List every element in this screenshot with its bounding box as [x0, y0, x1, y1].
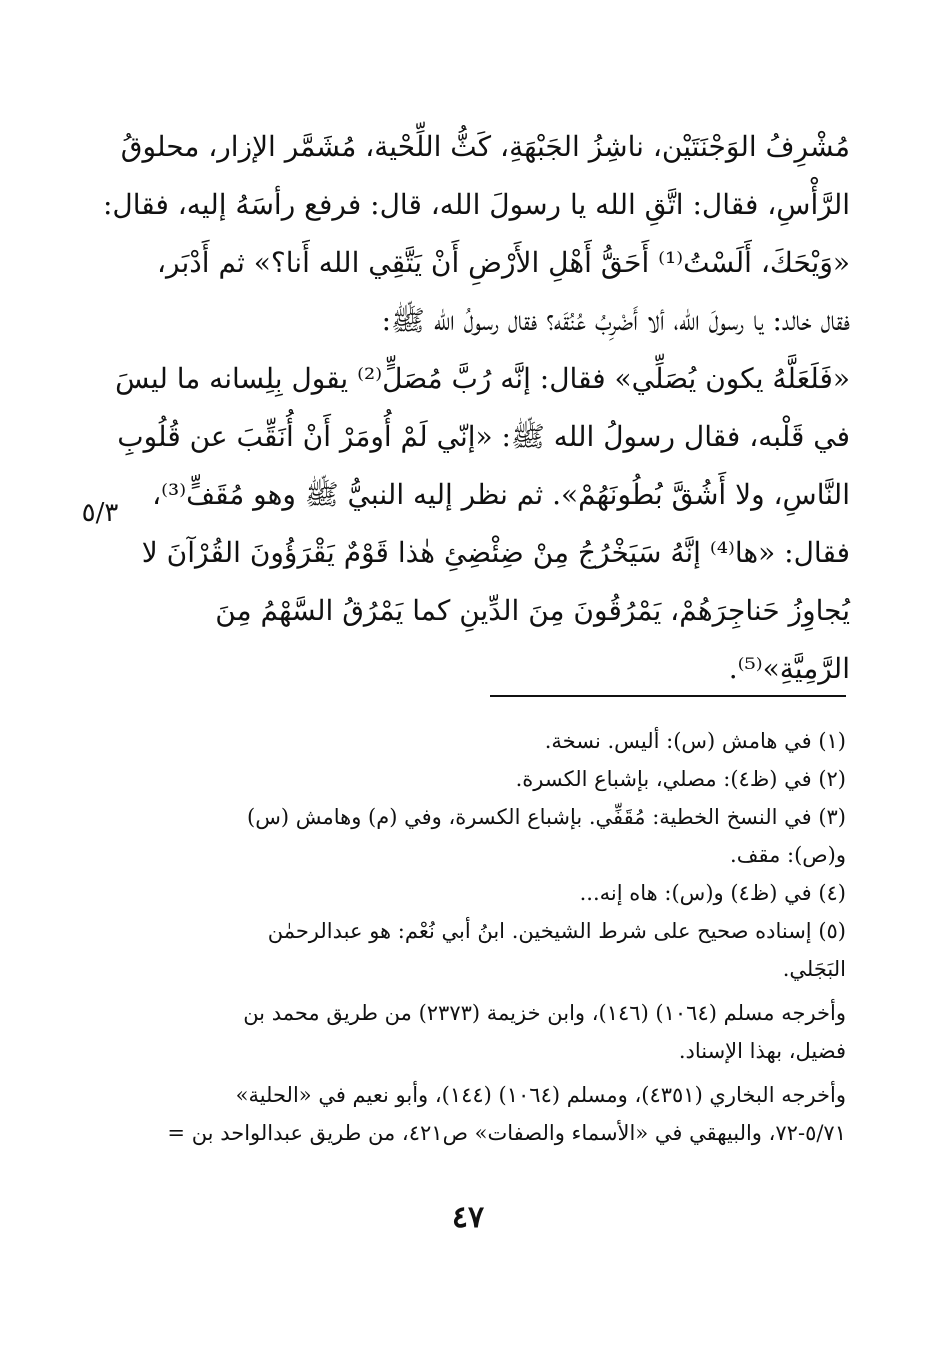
footnotes-section: [140, 722, 846, 1152]
main-text-body: [102, 118, 850, 698]
margin-volume-reference: ٥/٣: [81, 498, 119, 528]
page-number: ٤٧: [451, 1200, 485, 1235]
footnote-line: (٢) في (ظ٤): مصلي، بإشباع الكسرة.: [515, 767, 846, 791]
main-text-line: «فَلَعَلَّهُ يكون يُصَلِّي» فقال: إنَّه رُبَّ مُصَلٍّ⁽²⁾ يقول بِلِسانه ما ليسَ: [115, 362, 850, 395]
footnote-line: و(ص): مقف.: [730, 843, 846, 867]
main-text-line: «وَيْحَكَ، أَلَسْتُ⁽¹⁾ أَحَقُّ أَهْلِ الأَرْضِ أَنْ يَتَّقِي الله أَنا؟» ثم أَدْبَر،: [157, 246, 850, 279]
footnote-separator-rule: [490, 695, 846, 697]
main-text-line: الرَّأْسِ، فقال: اتَّقِ الله يا رسولَ الله، قال: فرفع رأسَهُ إليه، فقال:: [102, 188, 850, 221]
main-text-line: النَّاسِ، ولا أَشُقَّ بُطُونَهُمْ». ثم نظر إليه النبيُّ ﷺ وهو مُقَفٍّ⁽³⁾،: [152, 478, 850, 511]
footnote-line: وأخرجه البخاري (٤٣٥١)، ومسلم (١٠٦٤) (١٤٤)، وأبو نعيم في «الحلية»: [235, 1083, 846, 1107]
main-text-line: يُجاوِزُ حَناجِرَهُمْ، يَمْرُقُونَ مِنَ الدِّينِ كما يَمْرُقُ السَّهْمُ مِنَ: [215, 594, 850, 627]
main-text-line: الرَّمِيَّةِ»⁽⁵⁾.: [728, 652, 850, 685]
main-text-line: مُشْرِفُ الوَجْنَتَيْن، ناشِزُ الجَبْهَةِ، كَثُّ اللِّحْية، مُشَمَّر الإزار، محلوقُ: [120, 130, 850, 163]
footnote-line: فضيل، بهذا الإسناد.: [678, 1039, 846, 1063]
footnote-line: (٣) في النسخ الخطية: مُقَفِّي. بإشباع الكسرة، وفي (م) وهامش (س): [247, 805, 846, 829]
main-text-line: فقال: «ها⁽⁴⁾ إنَّهُ سَيَخْرُجُ مِنْ ضِئْضِئِ هٰذا قَوْمٌ يَقْرَؤُونَ القُرْآنَ لا: [141, 536, 850, 569]
footnote-line: وأخرجه مسلم (١٠٦٤) (١٤٦)، وابن خزيمة (٢٣٧٣) من طريق محمد بن: [243, 1001, 846, 1025]
footnote-line: ٥/٧١-٧٢، والبيهقي في «الأسماء والصفات» ص٤٢١، من طريق عبدالواحد بن =: [167, 1121, 846, 1145]
footnote-line: (٤) في (ظ٤) و(س): هاه إنه...: [579, 881, 846, 905]
main-text-line: فقال خالد: يا رسولَ الله، ألا أَضْرِبُ عُنُقَه؟ فقال رسولُ الله ﷺ:: [381, 304, 850, 337]
footnote-line: (١) في هامش (س): أليس. نسخة.: [544, 729, 846, 753]
main-text-line: في قَلْبه، فقال رسولُ الله ﷺ: «إنّي لَمْ أُومَرْ أَنْ أُنَقِّبَ عن قُلُوبِ: [117, 420, 850, 453]
footnote-line: البَجَلي.: [782, 957, 846, 981]
footnote-line: (٥) إسناده صحيح على شرط الشيخين. ابنُ أبي نُعْم: هو عبدالرحمٰن: [267, 919, 846, 943]
